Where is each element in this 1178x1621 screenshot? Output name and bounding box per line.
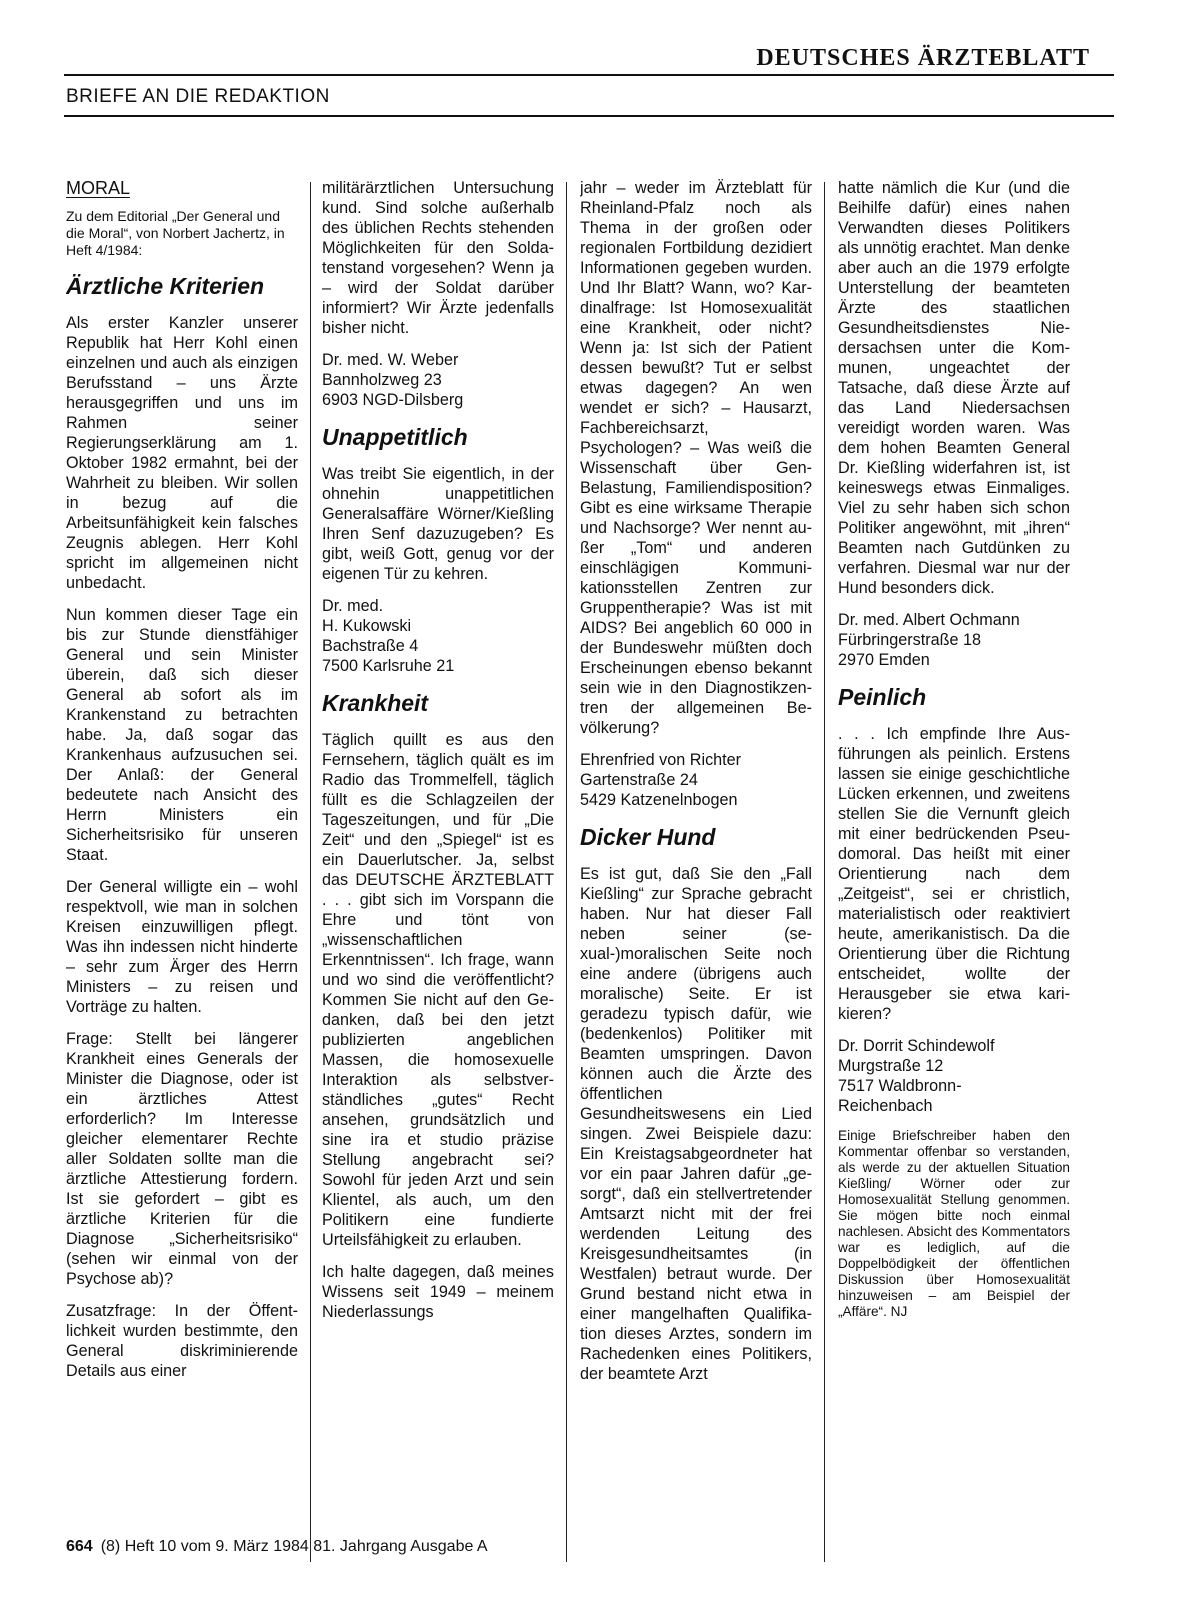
sender-address bbox=[838, 1036, 1070, 1116]
address-line: H. Kukowski bbox=[322, 617, 412, 635]
page-number: 664 bbox=[66, 1538, 93, 1555]
section-title: BRIEFE AN DIE REDAKTION bbox=[66, 86, 330, 107]
address-line: Reichenbach bbox=[838, 1097, 933, 1115]
address-line: Fürbringerstraße 18 bbox=[838, 631, 982, 649]
address-line: 2970 Emden bbox=[838, 651, 930, 669]
address-line: Murgstraße 12 bbox=[838, 1057, 944, 1075]
letter-paragraph: militärärztlichen Untersuchung kund. Sind solche außerhalb des üblichen Rechts stehenden Möglichkeiten für den Soldatenstand vorgesehen? Wenn ja – wird der Soldat darüber informiert? Wir Ärzte jedenfalls bisher nicht. bbox=[322, 179, 554, 337]
letter-paragraph: hatte nämlich die Kur (und die Beihilfe dafür) eines nahen Verwandten dieses Politikers als unnötig erachtet. Man denke aber auch an die 1979 erfolgte Unterstellung der beamteten Ärzte des staatlichen Gesundheitsdienstes Niedersachsen unter die Kommunen, ungeachtet der Tatsache, daß diese Ärzte auf das Land Niedersachsen vereidigt worden waren. Was dem hohen Beamten General Dr. Kießling widerfahren ist, ist keineswegs etwas Einmaliges. Viel zu sehr haben sich schon Politiker angewöhnt, mit „ihren“ Beamten nach Gutdünken zu verfahren. Diesmal war nur der Hund besonders dick. bbox=[838, 179, 1070, 597]
address-line: 7517 Waldbronn- bbox=[838, 1077, 962, 1095]
intro-text: Zu dem Editorial „Der General und die Moral“, von Norbert Jachertz, in Heft 4/1984: bbox=[66, 208, 285, 258]
column-3 bbox=[580, 178, 812, 1568]
column-divider bbox=[566, 182, 567, 1562]
column-divider bbox=[310, 182, 311, 1562]
page-footer bbox=[66, 1538, 488, 1556]
letter-paragraph: Täglich quillt es aus den Fernsehern, täglich quält es im Radio das Trommelfell, täglich füllt es die Schlagzeilen der Tageszeitungen, und für „Die Zeit“ und den „Spiegel“ ist es ein Dauerlutscher. Ja, selbst das DEUTSCHE ÄRZTEBLATT . . . gibt sich im Vorspann die Ehre und tönt von „wissenschaftlichen Erkenntnissen“. Ich frage, wann und wo sind die veröffentlicht? Kommen Sie nicht auf den Gedanken, daß bei den jetzt publizierten angeblichen Massen, die homosexuelle Interaktion als selbstverständliches „gutes“ Recht ansehen, grundsätzlich und sine ira et studio präzise Stellung angebracht sei? Sowohl für jeden Arzt und sein Klientel, als auch, um den Politikern eine fundierte Urteilsfähigkeit zu erlauben. bbox=[322, 731, 554, 1249]
letter-paragraph: Es ist gut, daß Sie den „Fall Kießling“ zur Sprache gebracht haben. Nur hat dieser Fall neben seiner (sexual-)moralischen Seite noch eine andere (übrigens auch moralische) Seite. Er ist geradezu typisch dafür, wie (bedenkenlos) Politiker mit Beamten umspringen. Davon können auch die Ärzte des öffentlichen Gesundheitswesens ein Lied singen. Zwei Beispiele dazu: Ein Kreistagsabgeordneter hat vor ein paar Jahren dafür „gesorgt“, daß ein stellvertretender Amtsarzt nicht mit der frei werdenden Leitung des Kreisgesundheitsamtes (in Westfalen) betraut wurde. Der Grund bestand nicht etwa in einer mangelhaften Qualifikation dieses Arztes, sondern im Rachedenken eines Politikers, der beamtete Arzt bbox=[580, 865, 812, 1383]
address-line: 7500 Karlsruhe 21 bbox=[322, 657, 455, 675]
address-line: Ehrenfried von Richter bbox=[580, 751, 742, 769]
letter-paragraph: Nun kommen dieser Tage ein bis zur Stunde dienstfähiger General und sein Minister überein, daß sich dieser General ab sofort als im Krankenstand zu betrachten habe. Ja, daß sogar das Krankenhaus aufzusuchen sei. Der Anlaß: der General bedeutete nach Ansicht des Herrn Ministers ein Sicherheitsrisiko für unseren Staat. bbox=[66, 606, 298, 864]
address-line: 5429 Katzenelnbogen bbox=[580, 791, 738, 809]
letter-paragraph: Ich halte dagegen, daß meines Wissens seit 1949 – meinem Niederlassungs bbox=[322, 1263, 554, 1321]
letter-paragraph: Was treibt Sie eigentlich, in der ohnehin unappetitlichen Generalsaffäre Wörner/Kießling Ihren Senf dazuzugeben? Es gibt, weiß Gott, genug vor der eigenen Tür zu kehren. bbox=[322, 465, 554, 583]
address-line: Dr. med. W. Weber bbox=[322, 351, 459, 369]
address-line: Dr. med. Albert Ochmann bbox=[838, 611, 1020, 629]
address-line: Bachstraße 4 bbox=[322, 637, 419, 655]
sender-address bbox=[580, 750, 812, 810]
column-divider bbox=[824, 182, 825, 1562]
letter-paragraph: Der General willigte ein – wohl respektvoll, wie man in solchen Kreisen einzuwilligen pflegt. Was ihn indessen nicht hinderte – sehr zum Ärger des Herrn Ministers – zu reisen und Vorträge zu halten. bbox=[66, 878, 298, 1016]
sender-address bbox=[838, 610, 1070, 670]
editor-note: Einige Briefschreiber haben den Kommentar offenbar so verstanden, als werde zu der aktuellen Situation Kießling/ Wörner oder zur Homosexualität Stellung genommen. Sie mögen bitte noch einmal nachlesen. Absicht des Kommentators war es lediglich, auf die Doppelbödigkeit der öffentlichen Diskussion über Homosexualität hinzuweisen – am Beispiel der „Affäre“. NJ bbox=[838, 1128, 1070, 1319]
sender-address bbox=[322, 350, 554, 410]
letter-heading: Ärztliche Kriterien bbox=[66, 273, 265, 299]
masthead-rule bbox=[64, 74, 1114, 76]
letter-heading: Unappetitlich bbox=[322, 424, 468, 450]
letter-paragraph: Frage: Stellt bei längerer Krankheit eines Generals der Minister die Diagnose, oder ist ein ärztliches Attest erforderlich? Im Interesse gleicher elementarer Rechte aller Soldaten sollte man die ärztliche Attestierung fordern. Ist sie gefordert – gibt es ärztliche Kriterien für die Diagnose „Sicherheitsrisiko“ (sehen wir einmal von der Psychose ab)? bbox=[66, 1030, 298, 1288]
address-line: Dr. Dorrit Schindewolf bbox=[838, 1037, 995, 1055]
address-line: 6903 NGD-Dilsberg bbox=[322, 391, 464, 409]
sender-address bbox=[322, 596, 554, 676]
letter-paragraph: Als erster Kanzler unserer Republik hat Herr Kohl einen einzelnen und auch als einzigen Berufsstand – uns Ärzte herausgegriffen und uns im Rahmen seiner Regierungserklärung am 1. Oktober 1982 ermahnt, bei der Wahrheit zu bleiben. Wir sollen in bezug auf die Arbeitsunfähigkeit kein falsches Zeugnis ablegen. Herr Kohl spricht im allgemeinen nicht unbedacht. bbox=[66, 314, 298, 592]
letter-paragraph: . . . Ich empfinde Ihre Ausführungen als peinlich. Erstens lassen sie einige geschichtliche Lücken erkennen, und zweitens stellen Sie die Vernunft gleich mit einer bedrückenden Pseudomoral. Das heißt mit einer Orientierung nach dem „Zeitgeist“, sei er christlich, materialistisch oder reaktiviert heute, amerikanistisch. Da die Orientierung über die Richtung entscheidet, wollte der Herausgeber sie etwa karikieren? bbox=[838, 725, 1070, 1023]
issue-info: (8) Heft 10 vom 9. März 1984 81. Jahrgang Ausgabe A bbox=[100, 1538, 488, 1555]
masthead: DEUTSCHES ÄRZTEBLATT bbox=[756, 45, 1090, 71]
column-1 bbox=[66, 178, 298, 1568]
letter-heading: Krankheit bbox=[322, 690, 429, 716]
address-line: Gartenstraße 24 bbox=[580, 771, 698, 789]
kicker: MORAL bbox=[66, 178, 131, 198]
section-rule bbox=[64, 115, 1114, 117]
address-line: Dr. med. bbox=[322, 597, 384, 615]
column-2 bbox=[322, 178, 554, 1568]
column-4 bbox=[838, 178, 1070, 1568]
letter-paragraph: Zusatzfrage: In der Öffentlichkeit wurden bestimmte, den General diskriminierende Details aus einer bbox=[66, 1302, 298, 1380]
letter-heading: Peinlich bbox=[838, 684, 927, 710]
letter-heading: Dicker Hund bbox=[580, 824, 716, 850]
address-line: Bannholzweg 23 bbox=[322, 371, 442, 389]
letter-paragraph: jahr – weder im Ärzteblatt für Rheinland-Pfalz noch als Thema in der großen oder regionalen Fortbildung dezidiert Informationen gegeben wurden. Und Ihr Blatt? Wann, wo? Kardinalfrage: Ist Homosexualität eine Krankheit, oder nicht? Wenn ja: Ist sich der Patient dessen bewußt? Tut er selbst etwas dagegen? An wen wendet er sich? – Hausarzt, Fachbereichsarzt, Psychologen? – Was weiß die Wissenschaft über Gen-Belastung, Familiendisposition? Gibt es eine wirksame Therapie und Nachsorge? Wer nennt außer „Tom“ und anderen einschlägigen Kommunikationsstellen Zentren zur Gruppentherapie? Was ist mit AIDS? Bei angeblich 60 000 in der Bundeswehr müßten doch Erscheinungen ebenso bekannt sein wie in den Diagnostikzentren der allgemeinen Bevölkerung? bbox=[580, 179, 812, 737]
